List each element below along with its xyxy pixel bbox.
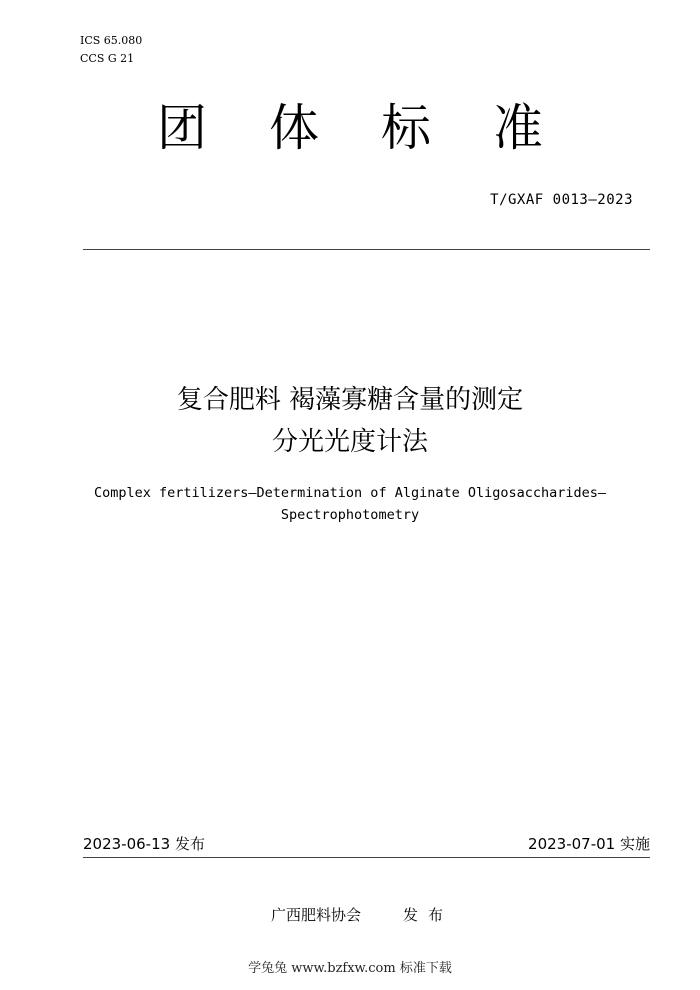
standard-code: T/GXAF 0013—2023 [490, 192, 633, 208]
ccs-code: CCS G 21 [80, 52, 135, 65]
publish-label: 发布 [403, 906, 454, 924]
category-title: 团体标准 [157, 99, 605, 157]
english-title-line-2: Spectrophotometry [280, 507, 420, 523]
issue-date: 2023-06-13 发布 [83, 835, 205, 853]
chinese-title-line-1: 复合肥料 褐藻寡糖含量的测定 [176, 385, 524, 415]
english-title-line-1: Complex fertilizers—Determination of Alginate Oligosaccharides— [93, 485, 607, 501]
watermark-text: 学兔兔 www.bzfxw.com 标准下载 [248, 961, 452, 976]
ics-code: ICS 65.080 [80, 34, 143, 47]
bottom-divider [83, 857, 650, 858]
top-divider [83, 249, 650, 250]
publisher-name: 广西肥料协会 [271, 906, 362, 924]
chinese-title-line-2: 分光光度计法 [271, 427, 428, 457]
implementation-date: 2023-07-01 实施 [528, 835, 650, 853]
